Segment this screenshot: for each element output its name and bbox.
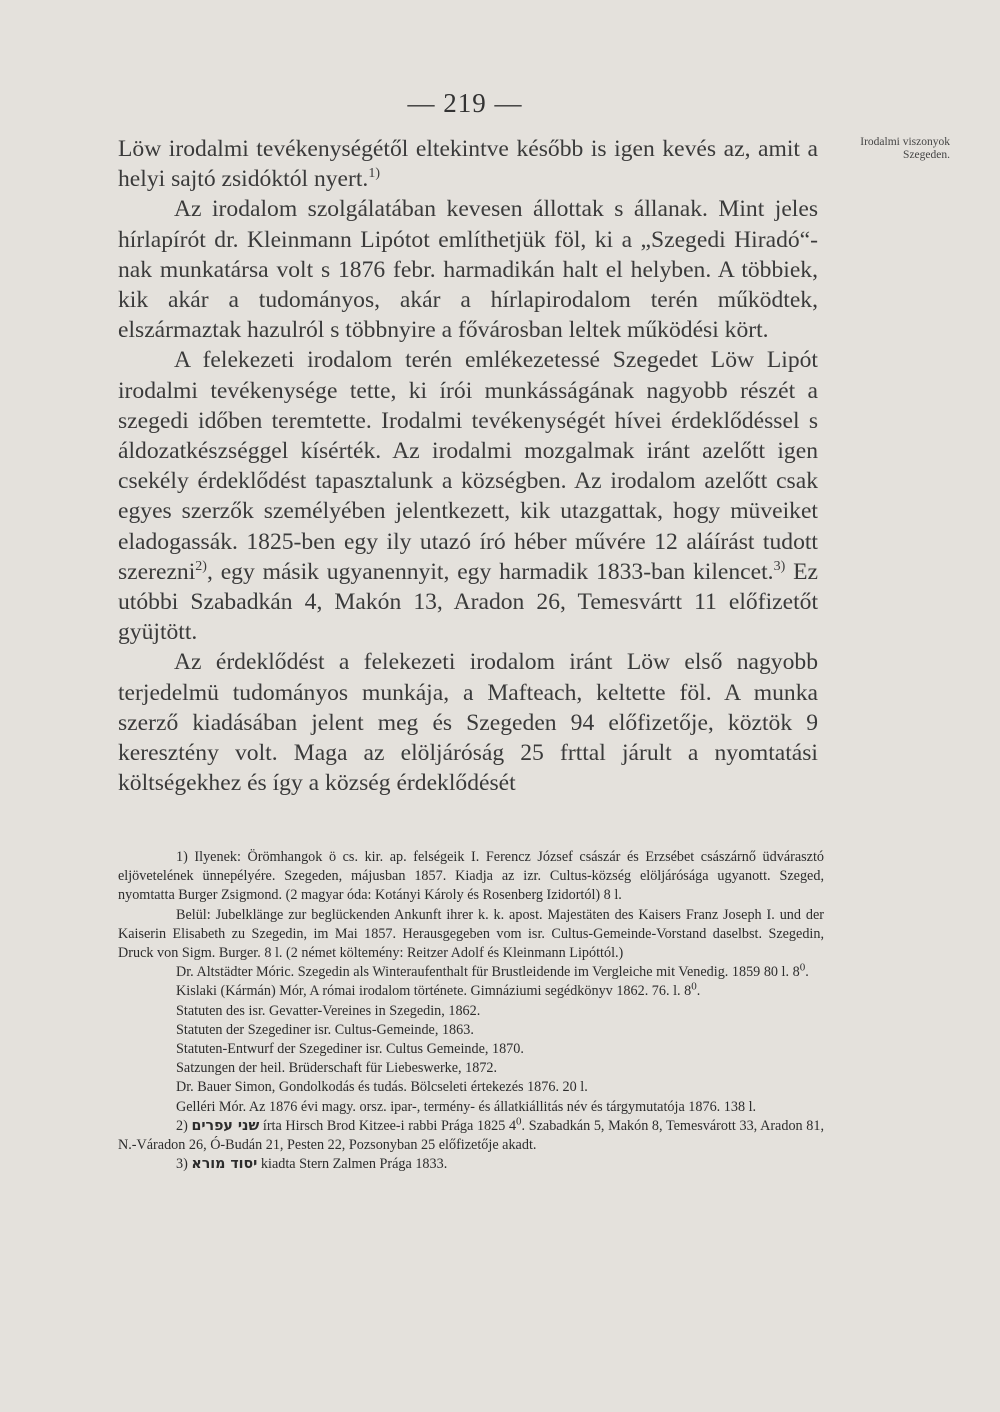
- footnote-1-bauer: Dr. Bauer Simon, Gondolkodás és tudás. Bölcseleti értekezés 1876. 20 l.: [176, 1079, 588, 1096]
- footnote-2-hebrew-title: שני עפרים: [191, 1117, 260, 1134]
- paragraph-3-text-a: A felekezeti irodalom terén emlékezetessé Szegedet Löw Lipót irodalmi tevékenysége tette, ki írói munkásságának nagyobb részét a szegedi időben teremtette. Irodalmi tevékenységét hívei érdeklődéssel s áldozatkészséggel kísérték. Az irodalmi mozgalmak iránt azelőtt igen csekély érdeklődést tapasztalunk a községben. Az irodalom azelőtt csak egyes szerzők személyében jelentkezett, kik utazgattak, hogy müveiket eladogassák. 1825-ben egy ily utazó író héber művére 12 aláírást tudott szerezni: [118, 347, 818, 585]
- footnote-1-jubelklaenge: Belül: Jubelklänge zur beglückenden Ankunft ihrer k. k. apost. Majestäten des Kaisers Franz Joseph I. und der Kaiserin Elisabeth zu Szegedin, im Mai 1857. Herausgegeben vom isr. Cultus-Gemeinde-Vorstand daselbst. Szegedin, Druck von Sigm. Burger. 8 l. (2 német költemény: Reitzer Adolf és Kleinmann Lipóttól.): [118, 906, 824, 962]
- footnote-3-hebrew-title: יסוד מורא: [191, 1156, 258, 1173]
- footnote-2-mark: 2): [176, 1117, 188, 1134]
- footnote-1-gelleri: Gelléri Mór. Az 1876 évi magy. orsz. ipar-, termény- és állatkiállitás név és tárgymutatója 1876. 138 l.: [176, 1098, 757, 1115]
- paragraph-3-text-c: Ez utóbbi Szabadkán 4, Makón 13, Aradon 26, Temesvártt 11 előfizetőt gyüjtött.: [118, 558, 818, 646]
- paragraph-3: [118, 345, 818, 647]
- footnote-3: [118, 1155, 824, 1174]
- footnote-2-sup: 0: [516, 1115, 522, 1128]
- footnote-1-text: Ilyenek: Örömhangok ö cs. kir. ap. felségeik I. Ferencz József császár és Erzsébet császárnő üdvárasztó eljövetelének ünnepélyére. Szegeden, májusban 1857. Kiadja az izr. Cultus-község elöljárósága ugyanott. Szeged, nyomtatta Burger Zsigmond. (2 magyar óda: Kotányi Károly és Rosenberg Izidortól) 8 l.: [118, 849, 824, 904]
- main-text: [118, 134, 818, 798]
- footnote-1-altstaedter: [118, 963, 824, 982]
- footnotes: [118, 848, 824, 1174]
- footnote-1: [118, 848, 824, 906]
- footnote-ref-3: 3): [773, 558, 786, 574]
- footnote-3-text: kiadta Stern Zalmen Prága 1833.: [257, 1156, 448, 1173]
- paragraph-1-text: Löw irodalmi tevékenységétől eltekintve később is igen kevés az, amit a helyi sajtó zsidóktól nyert.: [118, 136, 818, 193]
- footnote-ref-2: 2): [195, 558, 207, 574]
- footnote-1-mark: 1): [176, 849, 188, 865]
- footnote-2-text-b: . Szabadkán 5, Makón 8, Temesvárott 33, Aradon 81, N.-Váradon 26, Ó-Budán 21, Pesten 22, Pozsonyban 25 előfizetője akadt.: [118, 1117, 825, 1154]
- footnote-3-mark: 3): [176, 1156, 188, 1173]
- paragraph-1: [118, 134, 818, 194]
- paragraph-2: Az irodalom szolgálatában kevesen állottak s állanak. Mint jeles hírlapírót dr. Kleinmann Lipótot említhetjük föl, ki a „Szegedi Hiradó“-nak munkatársa volt s 1876 febr. harmadikán halt el helyben. A többiek, kik akár a tudományos, akár a hírlapirodalom terén működtek, elszármaztak hazulról s többnyire a fővárosban leltek működési kört.: [118, 196, 818, 344]
- footnote-ref-1: 1): [368, 166, 380, 182]
- footnote-1-kislaki-end: .: [696, 983, 701, 1000]
- margin-note: Irodalmi viszonyok Szegeden.: [860, 136, 950, 161]
- footnote-2-text-a: írta Hirsch Brod Kitzee-i rabbi Prága 1825 4: [259, 1117, 517, 1134]
- footnote-2: [118, 1117, 824, 1155]
- paragraph-3-text-b: , egy másik ugyanennyit, egy harmadik 1833-ban kilencet.: [206, 558, 774, 585]
- footnote-1-altstaedter-sup: 0: [799, 961, 806, 974]
- footnote-1-altstaedter-text: Dr. Altstädter Móric. Szegedin als Winteraufenthalt für Brustleidende im Vergleiche mit Venedig. 1859 80 l. 8: [176, 964, 800, 981]
- paragraph-4: Az érdeklődést a felekezeti irodalom iránt Löw első nagyobb terjedelmü tudományos munkája, a Mafteach, keltette föl. A munka szerző kiadásában jelent meg és Szegeden 94 előfizetője, köztök 9 keresztény volt. Maga az elöljáróság 25 frttal járult a nyomtatási költségekhez és így a község érdeklődését: [118, 649, 818, 797]
- footnote-1-altstaedter-end: .: [805, 964, 809, 981]
- footnote-1-kislaki-text: Kislaki (Kármán) Mór, A római irodalom története. Gimnáziumi segédkönyv 1862. 76. l. 8: [176, 983, 692, 1000]
- footnote-1-statuten-cultus: Statuten der Szegediner isr. Cultus-Gemeinde, 1863.: [176, 1021, 474, 1038]
- footnote-1-statuten-entwurf: Statuten-Entwurf der Szegediner isr. Cultus Gemeinde, 1870.: [176, 1041, 524, 1058]
- footnote-1-kislaki-sup: 0: [691, 980, 697, 993]
- footnote-1-kislaki: [118, 982, 824, 1001]
- page-number: — 219 —: [407, 88, 523, 118]
- footnote-1-statuten-gevatter: Statuten des isr. Gevatter-Vereines in Szegedin, 1862.: [176, 1002, 481, 1019]
- footnote-1-satzungen: Satzungen der heil. Brüderschaft für Liebeswerke, 1872.: [176, 1060, 498, 1077]
